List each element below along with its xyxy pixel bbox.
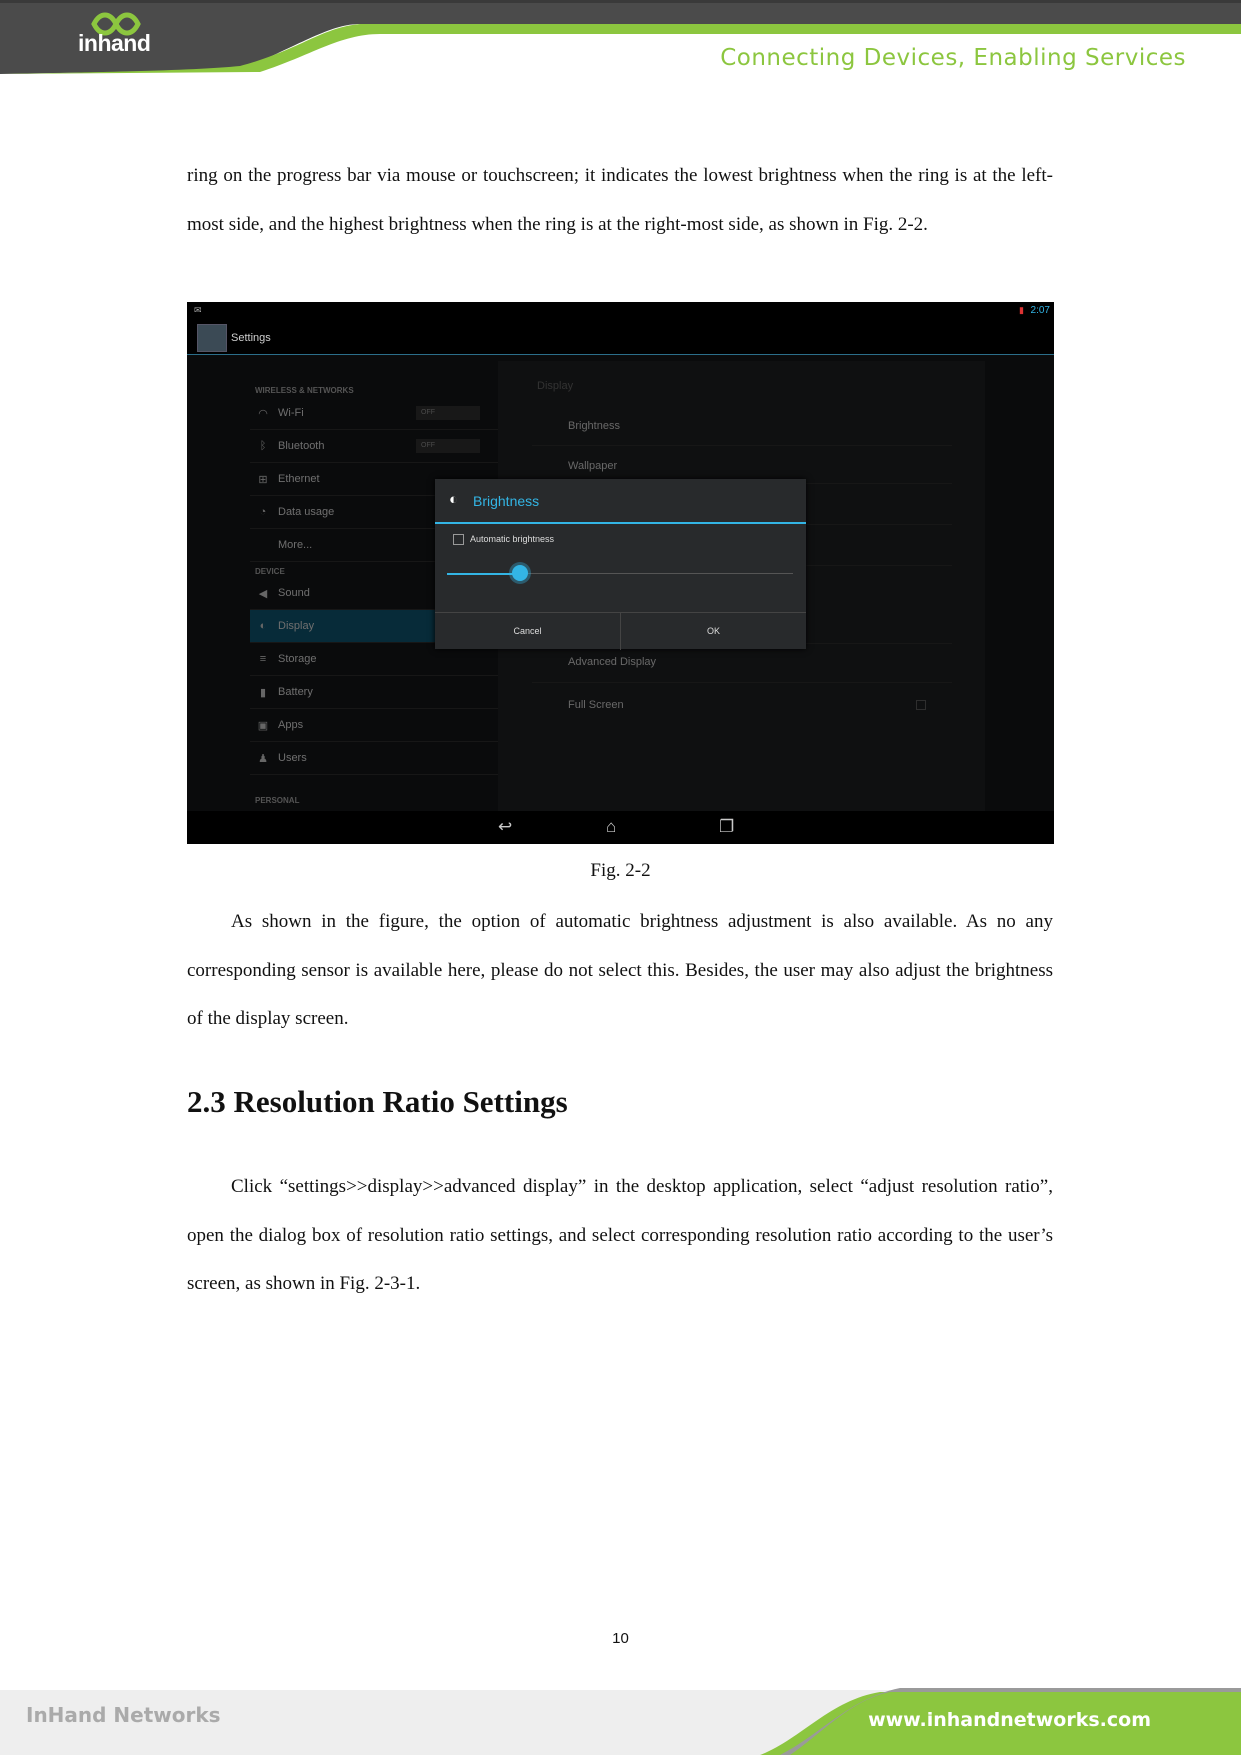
section-personal: PERSONAL (255, 796, 300, 805)
item-label: Battery (278, 686, 313, 698)
dialog-title: Brightness (473, 493, 540, 509)
notification-icon: ✉ (194, 305, 202, 315)
ethernet-icon: ⊞ (258, 474, 268, 486)
automatic-brightness-label: Automatic brightness (470, 534, 555, 544)
status-time: 2:07 (1030, 305, 1050, 316)
app-title: Settings (231, 332, 271, 344)
back-icon[interactable]: ↩ (498, 817, 513, 836)
paragraph-3: Click “settings>>display>>advanced display” in the desktop application, select “adjust resolution ratio”, open the dialog box of resolution ratio settings, and select corresponding resolution ratio according to the user’s screen, as shown in Fig. 2-3-1. (187, 1176, 1053, 1294)
cancel-button[interactable]: Cancel (513, 626, 542, 636)
figure-screenshot (187, 302, 1054, 844)
home-icon[interactable]: ⌂ (606, 817, 617, 836)
brightness-icon: ◐ (449, 491, 459, 508)
item-label: Apps (278, 719, 304, 731)
item-label: Storage (278, 653, 317, 665)
settings-app-icon (197, 324, 227, 352)
item-label: Ethernet (278, 473, 320, 485)
item-label: Display (278, 620, 315, 632)
item-label: Advanced Display (568, 656, 657, 668)
item-label: Data usage (278, 506, 335, 518)
item-label: Users (278, 752, 307, 764)
battery-icon: ▮ (259, 687, 267, 699)
item-label: Wi-Fi (278, 407, 304, 419)
brightness-dialog (435, 479, 806, 649)
paragraph-1: ring on the progress bar via mouse or touchscreen; it indicates the lowest brightness when the ring is at the left-most side, and the highest brightness when the ring is at the right-most side, as shown in Fig. 2-2. (187, 165, 1053, 235)
section-heading: 2.3 Resolution Ratio Settings (187, 1084, 568, 1119)
ok-button[interactable]: OK (706, 626, 720, 636)
data-usage-icon: ◔ (259, 506, 267, 518)
header-tagline: Connecting Devices, Enabling Services (720, 45, 1186, 71)
brand-logo: inhand (78, 30, 151, 56)
item-label: Wallpaper (568, 460, 618, 472)
section-device: DEVICE (255, 567, 285, 576)
bluetooth-icon: ᛒ (259, 440, 267, 452)
page-number: 10 (612, 1630, 629, 1647)
item-label: Full Screen (568, 699, 624, 711)
footer-website[interactable]: www.inhandnetworks.com (868, 1709, 1151, 1731)
brightness-slider-thumb[interactable] (512, 565, 528, 581)
dialog-title-divider (435, 522, 806, 524)
recents-icon[interactable]: ❐ (719, 817, 735, 836)
footer-company: InHand Networks (26, 1703, 221, 1727)
page-header (0, 0, 1241, 78)
battery-icon: ▮ (1019, 305, 1024, 315)
item-label: Sound (278, 587, 310, 599)
wifi-toggle[interactable]: OFF (416, 406, 480, 420)
section-wireless: WIRELESS & NETWORKS (255, 386, 354, 395)
storage-icon: ≡ (259, 653, 267, 665)
pane-header: Display (537, 380, 574, 392)
user-icon: ♟ (258, 753, 268, 765)
navigation-bar (187, 811, 1054, 844)
paragraph-2: As shown in the figure, the option of automatic brightness adjustment is also available. As no any corresponding sensor is available here, please do not select this. Besides, the user may also adjust the brightness of the display screen. (187, 911, 1053, 1029)
speaker-icon: ◀ (258, 588, 268, 600)
status-bar (187, 302, 1054, 355)
slider-track-filled (447, 573, 521, 575)
figure-caption: Fig. 2-2 (590, 860, 651, 881)
bluetooth-toggle[interactable]: OFF (416, 439, 480, 453)
item-label: Bluetooth (278, 440, 325, 452)
automatic-brightness-checkbox[interactable] (453, 534, 464, 545)
slider-track[interactable] (521, 573, 793, 574)
wifi-icon: ◠ (258, 408, 268, 420)
dialog-buttons (435, 612, 806, 650)
item-label: Brightness (568, 420, 620, 432)
apps-icon: ▣ (257, 720, 269, 732)
brightness-icon: ◐ (259, 620, 267, 632)
item-label: More... (278, 539, 313, 551)
